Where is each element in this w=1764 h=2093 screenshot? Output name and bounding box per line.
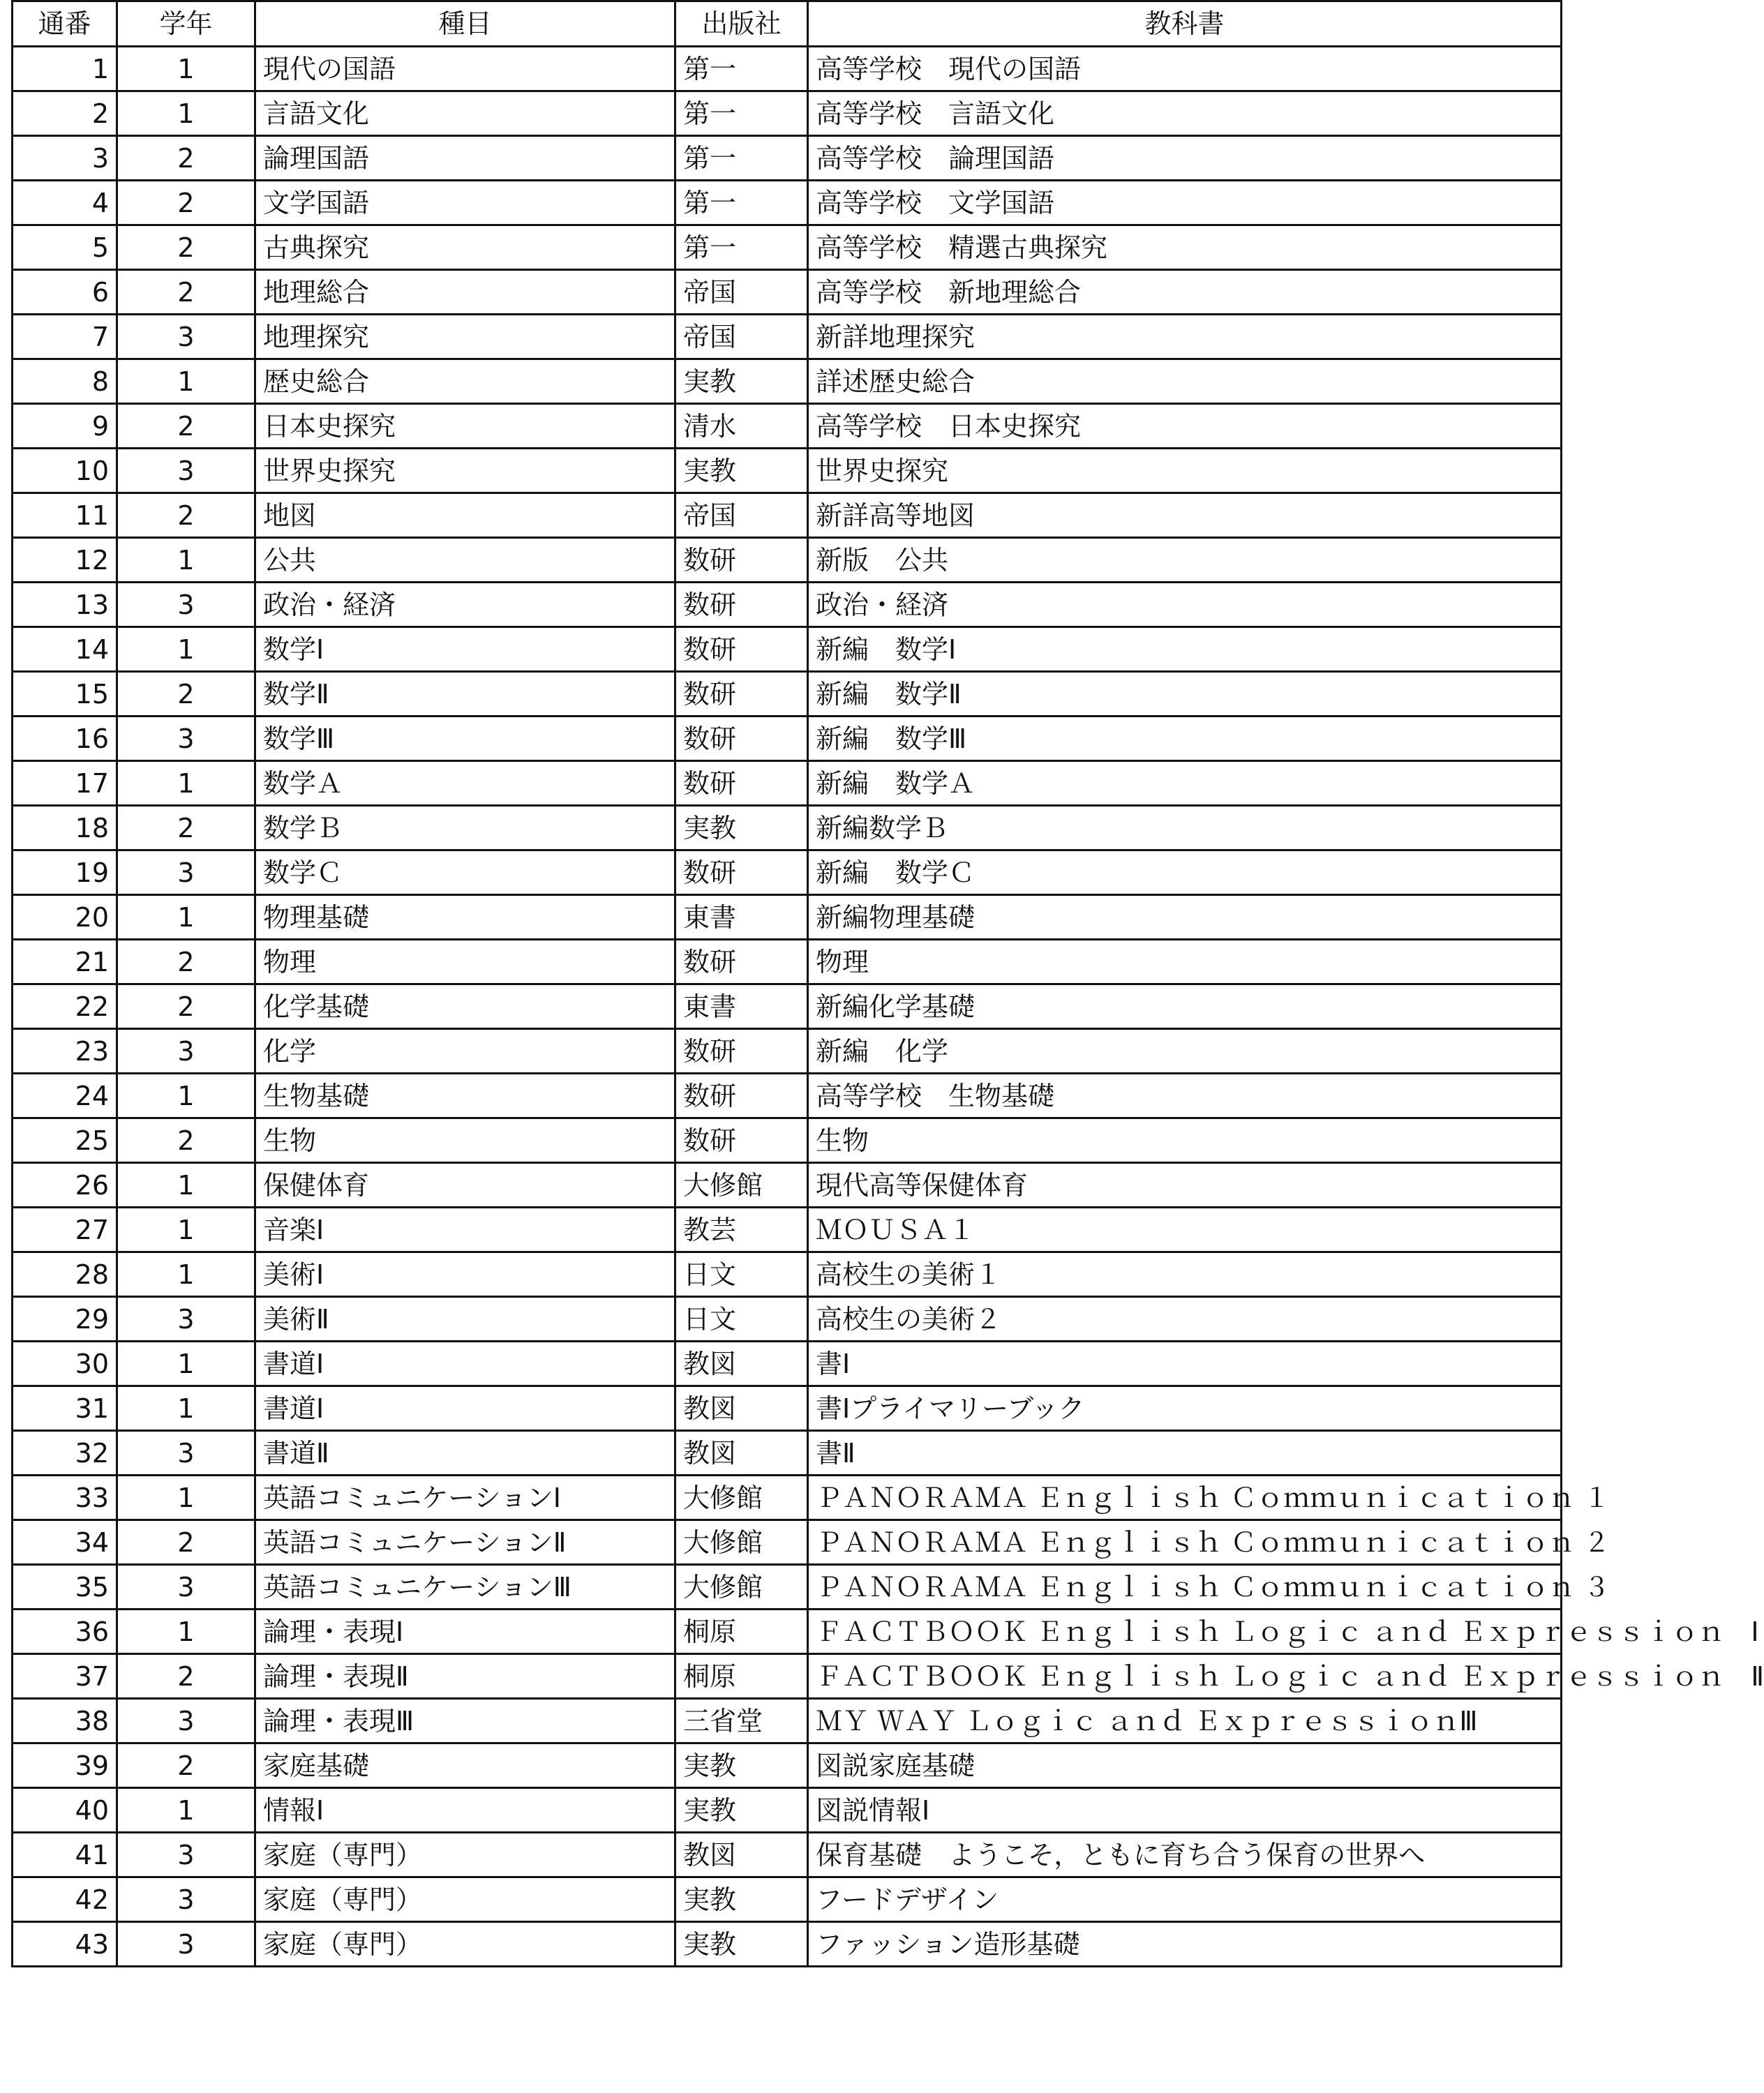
cell-no: 26: [13, 1163, 117, 1208]
cell-publisher: 大修館: [675, 1520, 808, 1565]
table-row: [13, 1788, 1562, 1833]
cell-publisher: 数研: [675, 627, 808, 672]
table-row: [13, 1029, 1562, 1074]
cell-no: 27: [13, 1208, 117, 1252]
table-row: [13, 1252, 1562, 1297]
cell-grade: 1: [117, 538, 255, 583]
cell-textbook: 書Ⅰ: [808, 1342, 1562, 1386]
cell-no: 16: [13, 717, 117, 761]
table-row: [13, 1610, 1562, 1654]
cell-textbook: 高校生の美術２: [808, 1297, 1562, 1342]
cell-subject: 数学Ｂ: [255, 806, 675, 850]
cell-subject: 現代の国語: [255, 47, 675, 91]
cell-subject: 数学Ⅲ: [255, 717, 675, 761]
table-row: [13, 1699, 1562, 1743]
cell-no: 4: [13, 181, 117, 225]
cell-textbook: 新編 数学Ｃ: [808, 850, 1562, 895]
table-row: [13, 761, 1562, 806]
cell-grade: 2: [117, 181, 255, 225]
cell-no: 42: [13, 1877, 117, 1922]
cell-publisher: 数研: [675, 761, 808, 806]
header-subject: 種目: [255, 1, 675, 47]
cell-publisher: 日文: [675, 1252, 808, 1297]
cell-grade: 1: [117, 1788, 255, 1833]
cell-no: 41: [13, 1833, 117, 1877]
table-row: [13, 538, 1562, 583]
cell-publisher: 三省堂: [675, 1699, 808, 1743]
cell-publisher: 日文: [675, 1297, 808, 1342]
table-row: [13, 1208, 1562, 1252]
cell-subject: 政治・経済: [255, 583, 675, 627]
table-row: [13, 1342, 1562, 1386]
cell-subject: 論理国語: [255, 136, 675, 181]
cell-textbook: 新編 数学Ａ: [808, 761, 1562, 806]
cell-grade: 3: [117, 850, 255, 895]
cell-no: 36: [13, 1610, 117, 1654]
cell-textbook: 書Ⅱ: [808, 1431, 1562, 1476]
cell-publisher: 帝国: [675, 270, 808, 315]
header-no: 通番: [13, 1, 117, 47]
cell-textbook: 世界史探究: [808, 449, 1562, 493]
cell-textbook: 新編 数学Ⅲ: [808, 717, 1562, 761]
cell-grade: 1: [117, 91, 255, 136]
cell-subject: 家庭（専門）: [255, 1922, 675, 1967]
cell-no: 13: [13, 583, 117, 627]
table-row: [13, 672, 1562, 717]
cell-grade: 3: [117, 1833, 255, 1877]
textbook-list-sheet: [11, 0, 1764, 1967]
cell-publisher: 第一: [675, 136, 808, 181]
cell-textbook: ＭＯＵＳＡ１: [808, 1208, 1562, 1252]
table-row: [13, 1074, 1562, 1118]
cell-grade: 1: [117, 627, 255, 672]
cell-subject: 論理・表現Ⅱ: [255, 1654, 675, 1699]
cell-textbook: 新詳高等地図: [808, 493, 1562, 538]
table-row: [13, 493, 1562, 538]
table-row: [13, 449, 1562, 493]
cell-no: 1: [13, 47, 117, 91]
cell-subject: 英語コミュニケーションⅢ: [255, 1565, 675, 1610]
cell-grade: 2: [117, 404, 255, 449]
cell-no: 5: [13, 225, 117, 270]
cell-subject: 書道Ⅱ: [255, 1431, 675, 1476]
cell-subject: 数学Ⅰ: [255, 627, 675, 672]
table-row: [13, 136, 1562, 181]
cell-publisher: 帝国: [675, 493, 808, 538]
cell-subject: 美術Ⅱ: [255, 1297, 675, 1342]
cell-grade: 1: [117, 761, 255, 806]
cell-textbook: フードデザイン: [808, 1877, 1562, 1922]
cell-subject: 地理探究: [255, 315, 675, 359]
cell-grade: 2: [117, 984, 255, 1029]
cell-publisher: 数研: [675, 1074, 808, 1118]
cell-subject: 数学Ａ: [255, 761, 675, 806]
table-row: [13, 1565, 1562, 1610]
table-row: [13, 627, 1562, 672]
cell-grade: 1: [117, 1074, 255, 1118]
cell-textbook: 新編数学Ｂ: [808, 806, 1562, 850]
table-row: [13, 47, 1562, 91]
cell-textbook: 高等学校 論理国語: [808, 136, 1562, 181]
cell-publisher: 桐原: [675, 1610, 808, 1654]
cell-publisher: 教図: [675, 1342, 808, 1386]
header-row: [13, 1, 1562, 47]
cell-grade: 1: [117, 47, 255, 91]
cell-no: 20: [13, 895, 117, 940]
cell-grade: 3: [117, 449, 255, 493]
cell-publisher: 東書: [675, 895, 808, 940]
table-row: [13, 1877, 1562, 1922]
cell-subject: 論理・表現Ⅲ: [255, 1699, 675, 1743]
cell-textbook: ＰＡＮＯＲＡＭＡ Ｅｎｇｌｉｓｈ Ｃｏｍｍｕｎｉｃａｔｉｏｎ １: [808, 1476, 1562, 1520]
cell-textbook: ＰＡＮＯＲＡＭＡ Ｅｎｇｌｉｓｈ Ｃｏｍｍｕｎｉｃａｔｉｏｎ ３: [808, 1565, 1562, 1610]
cell-textbook: ＭＹ ＷＡＹ Ｌｏｇｉｃ ａｎｄ ＥｘｐｒｅｓｓｉｏｎⅢ: [808, 1699, 1562, 1743]
table-row: [13, 717, 1562, 761]
table-row: [13, 1431, 1562, 1476]
cell-publisher: 数研: [675, 1118, 808, 1163]
table-row: [13, 1922, 1562, 1967]
cell-grade: 3: [117, 315, 255, 359]
cell-textbook: 書Ⅰプライマリーブック: [808, 1386, 1562, 1431]
cell-textbook: 詳述歴史総合: [808, 359, 1562, 404]
cell-publisher: 教図: [675, 1833, 808, 1877]
cell-subject: 化学: [255, 1029, 675, 1074]
cell-subject: 数学Ｃ: [255, 850, 675, 895]
cell-grade: 3: [117, 1029, 255, 1074]
cell-textbook: 現代高等保健体育: [808, 1163, 1562, 1208]
cell-publisher: 大修館: [675, 1163, 808, 1208]
cell-subject: 音楽Ⅰ: [255, 1208, 675, 1252]
cell-no: 32: [13, 1431, 117, 1476]
table-row: [13, 270, 1562, 315]
cell-publisher: 帝国: [675, 315, 808, 359]
cell-subject: 歴史総合: [255, 359, 675, 404]
cell-publisher: 実教: [675, 359, 808, 404]
cell-grade: 1: [117, 1342, 255, 1386]
cell-no: 34: [13, 1520, 117, 1565]
header-textbook: 教科書: [808, 1, 1562, 47]
cell-grade: 1: [117, 1208, 255, 1252]
cell-no: 17: [13, 761, 117, 806]
cell-publisher: 実教: [675, 449, 808, 493]
cell-grade: 3: [117, 1922, 255, 1967]
cell-textbook: 生物: [808, 1118, 1562, 1163]
cell-textbook: 保育基礎 ようこそ，ともに育ち合う保育の世界へ: [808, 1833, 1562, 1877]
cell-textbook: 新編 数学Ⅱ: [808, 672, 1562, 717]
cell-textbook: 物理: [808, 940, 1562, 984]
cell-subject: 物理: [255, 940, 675, 984]
table-row: [13, 1118, 1562, 1163]
cell-publisher: 実教: [675, 1743, 808, 1788]
cell-publisher: 数研: [675, 1029, 808, 1074]
cell-textbook: 図説情報Ⅰ: [808, 1788, 1562, 1833]
cell-grade: 2: [117, 1520, 255, 1565]
cell-grade: 2: [117, 806, 255, 850]
cell-publisher: 第一: [675, 91, 808, 136]
cell-subject: 公共: [255, 538, 675, 583]
cell-textbook: 高等学校 言語文化: [808, 91, 1562, 136]
table-row: [13, 940, 1562, 984]
cell-grade: 2: [117, 1743, 255, 1788]
cell-subject: 数学Ⅱ: [255, 672, 675, 717]
cell-grade: 1: [117, 895, 255, 940]
table-row: [13, 850, 1562, 895]
cell-no: 8: [13, 359, 117, 404]
cell-publisher: 第一: [675, 47, 808, 91]
cell-textbook: 高等学校 新地理総合: [808, 270, 1562, 315]
cell-subject: 物理基礎: [255, 895, 675, 940]
cell-no: 21: [13, 940, 117, 984]
cell-no: 15: [13, 672, 117, 717]
cell-subject: 地図: [255, 493, 675, 538]
cell-subject: 生物: [255, 1118, 675, 1163]
cell-publisher: 数研: [675, 538, 808, 583]
cell-publisher: 数研: [675, 583, 808, 627]
cell-subject: 言語文化: [255, 91, 675, 136]
table-row: [13, 583, 1562, 627]
cell-no: 43: [13, 1922, 117, 1967]
cell-textbook: 新編物理基礎: [808, 895, 1562, 940]
cell-no: 29: [13, 1297, 117, 1342]
cell-publisher: 数研: [675, 672, 808, 717]
cell-textbook: 新編 化学: [808, 1029, 1562, 1074]
cell-textbook: 高等学校 生物基礎: [808, 1074, 1562, 1118]
cell-grade: 2: [117, 1654, 255, 1699]
table-row: [13, 404, 1562, 449]
table-row: [13, 1833, 1562, 1877]
cell-textbook: 新版 公共: [808, 538, 1562, 583]
cell-no: 40: [13, 1788, 117, 1833]
cell-grade: 3: [117, 1431, 255, 1476]
table-row: [13, 315, 1562, 359]
cell-no: 22: [13, 984, 117, 1029]
cell-no: 2: [13, 91, 117, 136]
cell-grade: 1: [117, 1386, 255, 1431]
cell-subject: 文学国語: [255, 181, 675, 225]
cell-textbook: 新詳地理探究: [808, 315, 1562, 359]
cell-grade: 2: [117, 136, 255, 181]
cell-subject: 生物基礎: [255, 1074, 675, 1118]
cell-no: 23: [13, 1029, 117, 1074]
cell-publisher: 実教: [675, 806, 808, 850]
cell-grade: 2: [117, 1118, 255, 1163]
table-row: [13, 895, 1562, 940]
cell-subject: 日本史探究: [255, 404, 675, 449]
table-row: [13, 1654, 1562, 1699]
cell-subject: 情報Ⅰ: [255, 1788, 675, 1833]
cell-no: 19: [13, 850, 117, 895]
cell-grade: 1: [117, 359, 255, 404]
cell-textbook: 高校生の美術１: [808, 1252, 1562, 1297]
table-row: [13, 91, 1562, 136]
table-row: [13, 1520, 1562, 1565]
cell-textbook: 高等学校 現代の国語: [808, 47, 1562, 91]
cell-grade: 3: [117, 1297, 255, 1342]
cell-grade: 3: [117, 1877, 255, 1922]
cell-no: 9: [13, 404, 117, 449]
cell-publisher: 教図: [675, 1386, 808, 1431]
cell-grade: 2: [117, 270, 255, 315]
cell-publisher: 第一: [675, 225, 808, 270]
cell-publisher: 教図: [675, 1431, 808, 1476]
cell-publisher: 第一: [675, 181, 808, 225]
cell-subject: 古典探究: [255, 225, 675, 270]
cell-grade: 3: [117, 717, 255, 761]
cell-subject: 地理総合: [255, 270, 675, 315]
cell-subject: 家庭（専門）: [255, 1833, 675, 1877]
cell-publisher: 清水: [675, 404, 808, 449]
cell-publisher: 東書: [675, 984, 808, 1029]
cell-textbook: 新編化学基礎: [808, 984, 1562, 1029]
cell-no: 39: [13, 1743, 117, 1788]
cell-subject: 書道Ⅰ: [255, 1342, 675, 1386]
cell-publisher: 数研: [675, 850, 808, 895]
cell-no: 28: [13, 1252, 117, 1297]
cell-publisher: 実教: [675, 1877, 808, 1922]
table-row: [13, 181, 1562, 225]
cell-publisher: 桐原: [675, 1654, 808, 1699]
cell-no: 33: [13, 1476, 117, 1520]
cell-no: 10: [13, 449, 117, 493]
cell-publisher: 実教: [675, 1922, 808, 1967]
cell-subject: 家庭基礎: [255, 1743, 675, 1788]
cell-grade: 3: [117, 1565, 255, 1610]
cell-no: 3: [13, 136, 117, 181]
cell-textbook: 高等学校 文学国語: [808, 181, 1562, 225]
cell-grade: 3: [117, 1699, 255, 1743]
cell-grade: 3: [117, 583, 255, 627]
cell-textbook: 新編 数学Ⅰ: [808, 627, 1562, 672]
cell-no: 30: [13, 1342, 117, 1386]
cell-textbook: ＦＡＣＴＢＯＯＫ Ｅｎｇｌｉｓｈ Ｌｏｇｉｃ ａｎｄ Ｅｘｐｒｅｓｓｉｏｎ Ⅰ: [808, 1610, 1562, 1654]
cell-subject: 美術Ⅰ: [255, 1252, 675, 1297]
cell-publisher: 数研: [675, 940, 808, 984]
textbook-table: [11, 0, 1764, 1967]
cell-subject: 家庭（専門）: [255, 1877, 675, 1922]
cell-no: 12: [13, 538, 117, 583]
cell-no: 18: [13, 806, 117, 850]
cell-textbook: 図説家庭基礎: [808, 1743, 1562, 1788]
cell-textbook: 高等学校 日本史探究: [808, 404, 1562, 449]
cell-textbook: ファッション造形基礎: [808, 1922, 1562, 1967]
cell-textbook: ＦＡＣＴＢＯＯＫ Ｅｎｇｌｉｓｈ Ｌｏｇｉｃ ａｎｄ Ｅｘｐｒｅｓｓｉｏｎ Ⅱ: [808, 1654, 1562, 1699]
cell-no: 38: [13, 1699, 117, 1743]
table-body: [13, 47, 1764, 1967]
table-row: [13, 1743, 1562, 1788]
cell-subject: 英語コミュニケーションⅡ: [255, 1520, 675, 1565]
cell-subject: 化学基礎: [255, 984, 675, 1029]
cell-subject: 論理・表現Ⅰ: [255, 1610, 675, 1654]
cell-subject: 書道Ⅰ: [255, 1386, 675, 1431]
cell-grade: 1: [117, 1476, 255, 1520]
cell-no: 11: [13, 493, 117, 538]
cell-publisher: 大修館: [675, 1476, 808, 1520]
table-row: [13, 359, 1562, 404]
cell-subject: 世界史探究: [255, 449, 675, 493]
cell-grade: 2: [117, 225, 255, 270]
table-row: [13, 1476, 1562, 1520]
header-grade: 学年: [117, 1, 255, 47]
cell-grade: 1: [117, 1610, 255, 1654]
cell-no: 6: [13, 270, 117, 315]
cell-publisher: 大修館: [675, 1565, 808, 1610]
cell-subject: 英語コミュニケーションⅠ: [255, 1476, 675, 1520]
table-row: [13, 984, 1562, 1029]
table-row: [13, 1297, 1562, 1342]
table-row: [13, 806, 1562, 850]
cell-publisher: 実教: [675, 1788, 808, 1833]
cell-no: 25: [13, 1118, 117, 1163]
cell-no: 35: [13, 1565, 117, 1610]
cell-grade: 2: [117, 672, 255, 717]
cell-textbook: 高等学校 精選古典探究: [808, 225, 1562, 270]
cell-textbook: 政治・経済: [808, 583, 1562, 627]
cell-no: 24: [13, 1074, 117, 1118]
table-row: [13, 225, 1562, 270]
cell-no: 31: [13, 1386, 117, 1431]
cell-grade: 2: [117, 493, 255, 538]
table-row: [13, 1386, 1562, 1431]
cell-no: 14: [13, 627, 117, 672]
cell-publisher: 教芸: [675, 1208, 808, 1252]
cell-no: 7: [13, 315, 117, 359]
cell-textbook: ＰＡＮＯＲＡＭＡ Ｅｎｇｌｉｓｈ Ｃｏｍｍｕｎｉｃａｔｉｏｎ ２: [808, 1520, 1562, 1565]
cell-publisher: 数研: [675, 717, 808, 761]
header-publisher: 出版社: [675, 1, 808, 47]
cell-no: 37: [13, 1654, 117, 1699]
cell-grade: 1: [117, 1252, 255, 1297]
cell-subject: 保健体育: [255, 1163, 675, 1208]
table-row: [13, 1163, 1562, 1208]
cell-grade: 2: [117, 940, 255, 984]
cell-grade: 1: [117, 1163, 255, 1208]
